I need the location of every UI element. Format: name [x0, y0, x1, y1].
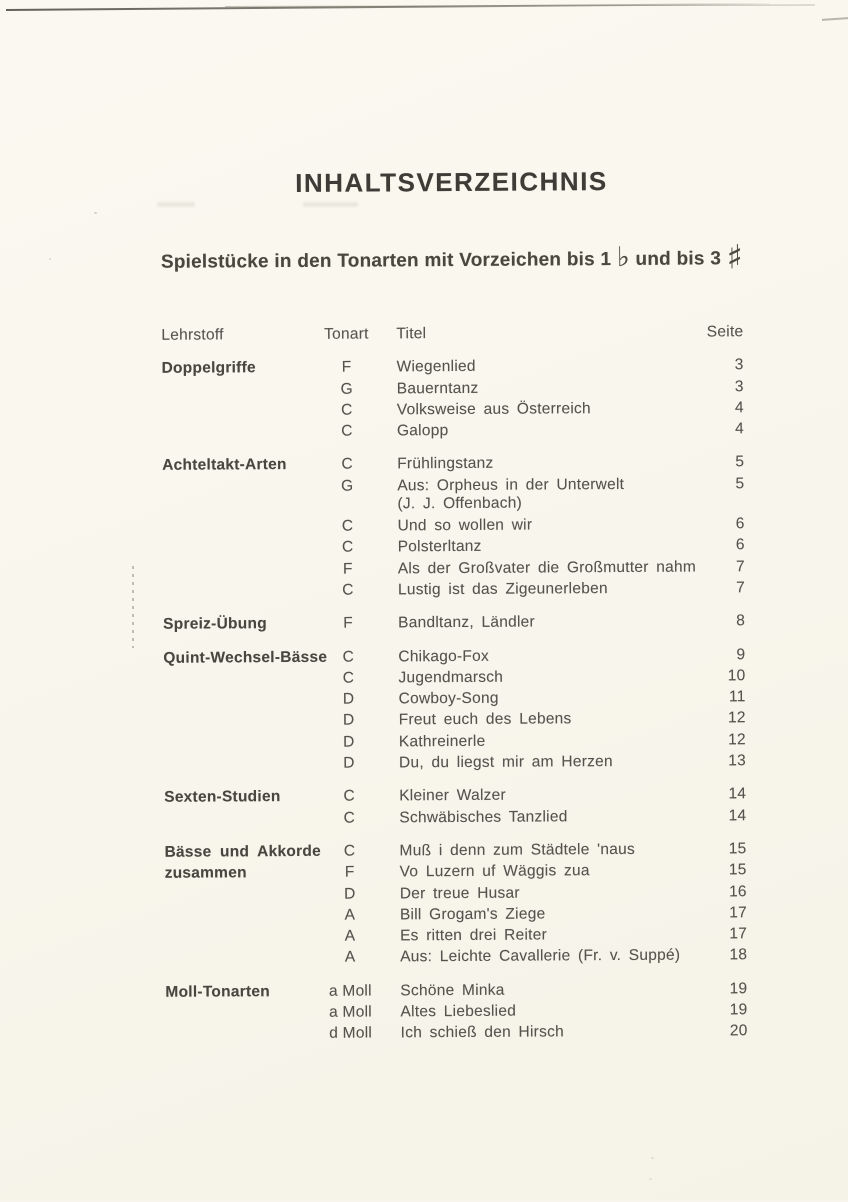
tonart-value: C	[314, 840, 384, 862]
piece-title-cell	[385, 978, 702, 1001]
piece-title: Chikago-Fox	[398, 644, 700, 667]
page-number: 3	[699, 355, 744, 377]
tonart-value: D	[314, 731, 384, 753]
page-number: 17	[702, 923, 747, 945]
subtitle-word: und	[635, 247, 671, 273]
piece-title: Muß i denn zum Städtele 'naus	[399, 838, 701, 861]
tonart-value: A	[315, 926, 385, 948]
page-content	[159, 0, 748, 1202]
section-label: Spreiz-Übung	[163, 613, 313, 635]
section-label-spacer	[164, 689, 314, 691]
section-label-spacer	[163, 559, 313, 561]
section-label-spacer	[162, 400, 312, 402]
subtitle-word: in	[274, 249, 291, 275]
scan-artifact-left-dashes	[132, 566, 134, 648]
piece-title: Bandltanz, Ländler	[398, 611, 700, 634]
piece-title-cell	[382, 514, 699, 537]
section-label-spacer	[164, 807, 314, 809]
page-number: 12	[701, 729, 746, 751]
section-label-spacer	[162, 421, 312, 423]
section-label-spacer	[162, 378, 312, 380]
piece-title: Bill Grogam's Ziege	[400, 902, 702, 925]
subtitle-word: 3	[710, 246, 721, 272]
tonart-value: C	[314, 807, 384, 829]
piece-title-cell	[383, 665, 700, 688]
subtitle-word: den	[297, 249, 332, 275]
section-label-spacer	[165, 926, 315, 928]
piece-title: Vo Luzern uf Wäggis zua	[400, 860, 702, 883]
page-number: 4	[699, 418, 744, 440]
page-title: INHALTSVERZEICHNIS	[160, 166, 742, 198]
piece-title-cell	[382, 376, 699, 399]
piece-title-cell	[385, 924, 702, 947]
toc-table	[161, 321, 747, 1045]
piece-title: Polsterltanz	[398, 535, 700, 558]
tonart-value: F	[313, 558, 383, 580]
piece-title: Kleiner Walzer	[399, 784, 701, 807]
toc-sections	[162, 355, 748, 1046]
section-label-spacer	[163, 580, 313, 582]
tonart-value: a Moll	[315, 1001, 385, 1023]
toc-row	[162, 418, 744, 443]
piece-title-cell	[385, 902, 702, 925]
toc-row	[163, 610, 745, 635]
toc-row	[166, 1021, 748, 1046]
piece-title-cell	[386, 1021, 703, 1044]
piece-title: Schöne Minka	[400, 978, 702, 1001]
tonart-value: C	[313, 579, 383, 601]
tonart-value: C	[313, 667, 383, 689]
col-header-tonart: Tonart	[311, 323, 381, 345]
piece-title: Galopp	[397, 419, 699, 442]
piece-title-cell	[383, 535, 700, 558]
section-label-spacer	[164, 710, 314, 712]
tonart-value: D	[314, 689, 384, 711]
page-number: 16	[702, 881, 747, 903]
tonart-value: A	[315, 904, 385, 926]
piece-title-cell	[383, 577, 700, 600]
section-label-spacer	[165, 1002, 315, 1004]
subtitle-word: Vorzeichen	[459, 247, 561, 274]
piece-title-cell	[384, 784, 701, 807]
piece-title: Schwäbisches Tanzlied	[399, 805, 701, 828]
page-number: 9	[700, 644, 745, 666]
piece-title-cell	[384, 729, 701, 752]
piece-title: Lustig ist das Zigeunerleben	[398, 577, 700, 600]
piece-title-cell	[382, 452, 699, 475]
section-label: Sexten-Studien	[164, 786, 314, 808]
subtitle-word: bis	[567, 247, 595, 273]
tonart-value: D	[315, 883, 385, 905]
piece-title: Altes Liebeslied	[400, 1000, 702, 1023]
piece-title: Ich schieß den Hirsch	[401, 1021, 703, 1044]
toc-row	[164, 750, 746, 775]
piece-title-cell	[384, 708, 701, 731]
piece-title: Freut euch des Lebens	[399, 708, 701, 731]
piece-title: Es ritten drei Reiter	[400, 924, 702, 947]
toc-section	[165, 978, 747, 1045]
tonart-value: F	[315, 862, 385, 884]
toc-section	[163, 610, 745, 635]
section-label-spacer	[164, 753, 314, 755]
tonart-value: D	[314, 710, 384, 732]
tonart-value: F	[313, 613, 383, 635]
piece-title: Frühlingstanz	[397, 452, 699, 475]
tonart-value: F	[312, 357, 382, 379]
page-number: 19	[702, 978, 747, 1000]
page-number: 17	[702, 902, 747, 924]
subtitle-word: bis	[677, 246, 705, 272]
piece-title-cell	[385, 945, 702, 968]
tonart-value: d Moll	[316, 1023, 386, 1045]
piece-title: Bauerntanz	[397, 376, 699, 399]
section-label: Quint-Wechsel-Bässe	[163, 646, 313, 668]
section-label-spacer	[165, 883, 315, 885]
subtitle-word: Spielstücke	[161, 249, 269, 276]
piece-title-cell	[383, 644, 700, 667]
tonart-value: C	[312, 516, 382, 538]
section-label: Moll-Tonarten	[165, 981, 315, 1003]
piece-title: Der treue Husar	[400, 881, 702, 904]
toc-row	[162, 473, 744, 517]
section-label-continued: zusammen	[165, 862, 315, 884]
page-number: 7	[700, 577, 745, 599]
piece-title: Kathreinerle	[399, 729, 701, 752]
page-number: 13	[701, 750, 746, 772]
piece-title: Volksweise aus Österreich	[397, 397, 699, 420]
section-label-spacer	[164, 732, 314, 734]
piece-title-continuation: (J. J. Offenbach)	[397, 495, 699, 516]
section-label-spacer	[162, 476, 312, 478]
piece-title-cell	[384, 751, 701, 774]
page-number: 6	[700, 535, 745, 557]
section-label-spacer	[165, 905, 315, 907]
subtitle	[161, 246, 743, 276]
piece-title-cell	[382, 355, 699, 378]
toc-row	[165, 945, 747, 970]
page-number: 5	[699, 452, 744, 474]
section-label-spacer	[166, 1023, 316, 1025]
section-label: Achteltakt-Arten	[162, 454, 312, 476]
tonart-value: G	[312, 378, 382, 400]
subtitle-word: mit	[424, 248, 453, 274]
piece-title: Als der Großvater die Großmutter nahm	[398, 556, 700, 579]
piece-title-cell	[384, 687, 701, 710]
piece-title: Cowboy-Song	[399, 687, 701, 710]
page-number: 20	[703, 1021, 748, 1043]
page-number: 15	[701, 838, 746, 860]
tonart-value: G	[312, 475, 382, 497]
section-label: Doppelgriffe	[162, 357, 312, 379]
scan-speck	[94, 212, 97, 214]
piece-title: Aus: Leichte Cavallerie (Fr. v. Suppé)	[400, 945, 702, 968]
piece-title-cell	[385, 1000, 702, 1023]
tonart-value: C	[312, 421, 382, 443]
toc-section	[162, 452, 745, 602]
piece-title-cell	[383, 556, 700, 579]
toc-row	[163, 577, 745, 602]
toc-section	[164, 838, 747, 969]
page-number: 6	[699, 513, 744, 535]
piece-title-cell	[382, 419, 699, 442]
piece-title-cell	[384, 805, 701, 828]
page-number: 11	[701, 686, 746, 708]
page-number: 4	[699, 397, 744, 419]
subtitle-word: Tonarten	[337, 248, 419, 274]
piece-title-cell	[384, 838, 701, 861]
page-number: 7	[700, 556, 745, 578]
piece-title-cell	[382, 397, 699, 420]
piece-title-cell	[382, 473, 699, 515]
page-number: 14	[701, 805, 746, 827]
col-header-seite: Seite	[698, 321, 743, 343]
tonart-value: a Moll	[315, 980, 385, 1002]
toc-header-row	[161, 321, 743, 346]
page-number: 5	[699, 473, 744, 495]
tonart-value: C	[314, 786, 384, 808]
subtitle-word: 1	[600, 247, 611, 273]
page-number: 10	[700, 665, 745, 687]
tonart-value: D	[314, 752, 384, 774]
toc-section	[163, 644, 746, 775]
page-number: 19	[702, 999, 747, 1021]
col-header-lehrstoff: Lehrstoff	[161, 324, 311, 346]
piece-title: Jugendmarsch	[398, 665, 700, 688]
page-number: 14	[701, 784, 746, 806]
piece-title: Aus: Orpheus in der Unterwelt	[397, 473, 699, 496]
tonart-value: C	[313, 537, 383, 559]
scan-speck	[49, 258, 51, 260]
section-label-spacer	[163, 537, 313, 539]
tonart-value: A	[315, 947, 385, 969]
page-number: 12	[701, 708, 746, 730]
col-header-titel: Titel	[381, 322, 698, 345]
tonart-value: C	[312, 399, 382, 421]
page-number: 15	[702, 859, 747, 881]
section-label-spacer	[162, 516, 312, 518]
tonart-value: C	[313, 646, 383, 668]
toc-row	[164, 805, 746, 830]
toc-section	[164, 784, 746, 830]
piece-title-cell	[385, 881, 702, 904]
page-number: 8	[700, 610, 745, 632]
page-number: 3	[699, 376, 744, 398]
piece-title: Du, du liegst mir am Herzen	[399, 751, 701, 774]
section-label: Bässe und Akkorde	[164, 841, 314, 863]
section-label-spacer	[165, 947, 315, 949]
tonart-value: C	[312, 454, 382, 476]
section-label-spacer	[163, 668, 313, 670]
toc-section	[162, 355, 745, 444]
piece-title-cell	[385, 860, 702, 883]
piece-title: Wiegenlied	[397, 355, 699, 378]
page-number: 18	[702, 945, 747, 967]
scan-artifact-corner-dash	[822, 17, 848, 21]
piece-title-cell	[383, 611, 700, 634]
piece-title: Und so wollen wir	[397, 514, 699, 537]
